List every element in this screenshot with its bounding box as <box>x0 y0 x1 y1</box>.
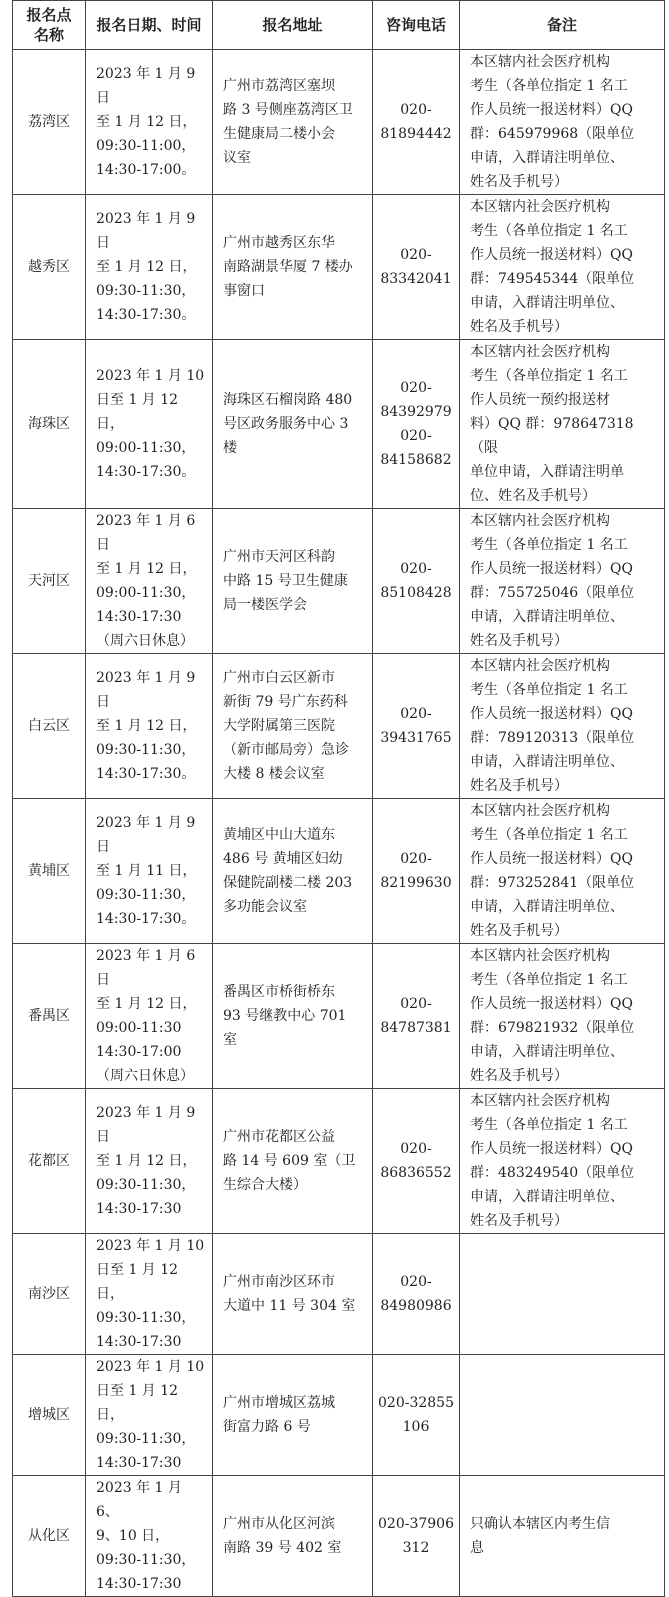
date-cell-text: 2023 年 1 月 6 日 至 1 月 12 日， 09:00-11:30， 14:30-17:30 （周六日休息） <box>96 513 197 649</box>
address-cell <box>213 509 373 654</box>
district-cell <box>13 509 86 654</box>
district-cell-text: 天河区 <box>28 573 70 589</box>
table-row <box>13 799 665 944</box>
date-cell-text: 2023 年 1 月 9 日 至 1 月 12 日， 09:30-11:30， 14:30-17:30 <box>96 1105 197 1217</box>
date-cell-text: 2023 年 1 月 9 日 至 1 月 12 日， 09:30-11:00， 14:30-17:00。 <box>96 66 197 178</box>
phone-cell-text: 020- 81894442 <box>380 102 452 142</box>
header-note: 备注 <box>460 1 665 50</box>
table-row <box>13 195 665 340</box>
district-cell <box>13 944 86 1089</box>
district-cell-text: 越秀区 <box>28 259 70 275</box>
address-cell-text: 广州市越秀区东华 南路湖景华厦 7 楼办 事窗口 <box>223 235 353 299</box>
phone-cell-text: 020- 84392979 020- 84158682 <box>380 380 452 468</box>
phone-cell <box>373 509 460 654</box>
date-cell-text: 2023 年 1 月 9 日 至 1 月 12 日， 09:30-11:30， 14:30-17:30。 <box>96 670 197 782</box>
date-cell <box>86 799 213 944</box>
date-cell <box>86 195 213 340</box>
district-cell-text: 海珠区 <box>28 416 70 432</box>
date-cell <box>86 1234 213 1355</box>
district-cell-text: 白云区 <box>28 718 70 734</box>
address-cell-text: 黄埔区中山大道东 486 号 黄埔区妇幼 保健院副楼二楼 203 多功能会议室 <box>223 827 353 915</box>
date-cell-text: 2023 年 1 月 10 日至 1 月 12 日， 09:00-11:30， 14:30-17:30。 <box>96 368 205 480</box>
address-cell-text: 广州市天河区科韵 中路 15 号卫生健康 局一楼医学会 <box>223 549 348 613</box>
phone-cell-text: 020- 84787381 <box>380 996 452 1036</box>
date-cell <box>86 1089 213 1234</box>
date-cell <box>86 340 213 509</box>
note-cell-text: 本区辖内社会医疗机构 考生（各单位指定 1 名工 作人员统一预约报送材 料）QQ 群：978647318（限 单位申请，入群请注明单 位、姓名及手机号） <box>470 344 634 504</box>
date-cell <box>86 50 213 195</box>
phone-cell <box>373 1234 460 1355</box>
address-cell <box>213 654 373 799</box>
note-cell <box>460 654 665 799</box>
address-cell <box>213 1234 373 1355</box>
phone-cell-text: 020- 86836552 <box>380 1141 452 1181</box>
table-row <box>13 1234 665 1355</box>
phone-cell-text: 020- 85108428 <box>380 561 452 601</box>
table-row <box>13 1089 665 1234</box>
address-cell <box>213 1089 373 1234</box>
phone-cell <box>373 340 460 509</box>
address-cell <box>213 195 373 340</box>
note-cell-text: 本区辖内社会医疗机构 考生（各单位指定 1 名工 作人员统一报送材料）QQ 群：973252841（限单位 申请，入群请注明单位、 姓名及手机号） <box>470 803 635 939</box>
header-date: 报名日期、时间 <box>86 1 213 50</box>
note-cell <box>460 799 665 944</box>
phone-cell <box>373 1476 460 1597</box>
address-cell <box>213 944 373 1089</box>
address-cell-text: 广州市增城区荔城 街富力路 6 号 <box>223 1395 335 1435</box>
date-cell <box>86 509 213 654</box>
district-cell <box>13 50 86 195</box>
date-cell-text: 2023 年 1 月 6 日 至 1 月 12 日， 09:00-11:30 14:30-17:00 （周六日休息） <box>96 948 197 1084</box>
date-cell-text: 2023 年 1 月 10 日至 1 月 12 日， 09:30-11:30， 14:30-17:30 <box>96 1359 205 1471</box>
date-cell <box>86 944 213 1089</box>
date-cell <box>86 1476 213 1597</box>
address-cell-text: 海珠区石榴岗路 480 号区政务服务中心 3 楼 <box>223 392 353 456</box>
district-cell <box>13 654 86 799</box>
note-cell <box>460 340 665 509</box>
note-cell-text: 本区辖内社会医疗机构 考生（各单位指定 1 名工 作人员统一报送材料）QQ 群：749545344（限单位 申请，入群请注明单位、 姓名及手机号） <box>470 199 635 335</box>
phone-cell-text: 020- 83342041 <box>380 247 452 287</box>
table-row <box>13 944 665 1089</box>
address-cell-text: 广州市花都区公益 路 14 号 609 室（卫 生综合大楼） <box>223 1129 356 1193</box>
phone-cell-text: 020- 82199630 <box>380 851 452 891</box>
phone-cell-text: 020- 84980986 <box>380 1274 452 1314</box>
date-cell-text: 2023 年 1 月 10 日至 1 月 12 日， 09:30-11:30， 14:30-17:30 <box>96 1238 205 1350</box>
date-cell-text: 2023 年 1 月 6、 9、10 日， 09:30-11:30， 14:30-17:30 <box>96 1480 196 1592</box>
header-district <box>13 1 86 50</box>
address-cell <box>213 1476 373 1597</box>
phone-cell <box>373 799 460 944</box>
note-cell-text: 本区辖内社会医疗机构 考生（各单位指定 1 名工 作人员统一报送材料）QQ 群：679821932（限单位 申请，入群请注明单位、 姓名及手机号） <box>470 948 635 1084</box>
address-cell <box>213 340 373 509</box>
note-cell <box>460 1355 665 1476</box>
table-row <box>13 509 665 654</box>
district-cell-text: 荔湾区 <box>28 114 70 130</box>
note-cell-text: 本区辖内社会医疗机构 考生（各单位指定 1 名工 作人员统一报送材料）QQ 群：483249540（限单位 申请，入群请注明单位、 姓名及手机号） <box>470 1093 635 1229</box>
table-row <box>13 1476 665 1597</box>
phone-cell-text: 020-37906 312 <box>378 1516 454 1556</box>
address-cell-text: 广州市南沙区环市 大道中 11 号 304 室 <box>223 1274 356 1314</box>
table-row <box>13 50 665 195</box>
header-phone: 咨询电话 <box>373 1 460 50</box>
note-cell <box>460 944 665 1089</box>
district-cell <box>13 340 86 509</box>
phone-cell <box>373 1089 460 1234</box>
phone-cell-text: 020- 39431765 <box>380 706 452 746</box>
district-cell-text: 南沙区 <box>28 1286 70 1302</box>
address-cell <box>213 799 373 944</box>
phone-cell-text: 020-32855 106 <box>378 1395 454 1435</box>
date-cell <box>86 1355 213 1476</box>
note-cell <box>460 509 665 654</box>
note-cell <box>460 50 665 195</box>
address-cell-text: 广州市荔湾区塞坝 路 3 号侧座荔湾区卫 生健康局二楼小会 议室 <box>223 78 353 166</box>
district-cell <box>13 1089 86 1234</box>
phone-cell <box>373 195 460 340</box>
district-cell-text: 番禺区 <box>28 1008 70 1024</box>
district-cell-text: 从化区 <box>28 1528 70 1544</box>
address-cell <box>213 1355 373 1476</box>
note-cell <box>460 195 665 340</box>
note-cell-text: 本区辖内社会医疗机构 考生（各单位指定 1 名工 作人员统一报送材料）QQ 群：789120313（限单位 申请，入群请注明单位、 姓名及手机号） <box>470 658 635 794</box>
address-cell <box>213 50 373 195</box>
district-cell-text: 黄埔区 <box>28 863 70 879</box>
address-cell-text: 广州市白云区新市 新街 79 号广东药科 大学附属第三医院 （新市邮局旁）急诊 大楼 8 楼会议室 <box>223 670 349 782</box>
date-cell-text: 2023 年 1 月 9 日 至 1 月 12 日， 09:30-11:30， 14:30-17:30。 <box>96 211 197 323</box>
registration-table <box>12 0 665 1597</box>
note-cell-text: 本区辖内社会医疗机构 考生（各单位指定 1 名工 作人员统一报送材料）QQ 群：755725046（限单位 申请，入群请注明单位、 姓名及手机号） <box>470 513 635 649</box>
district-cell-text: 增城区 <box>28 1407 70 1423</box>
note-cell <box>460 1234 665 1355</box>
date-cell-text: 2023 年 1 月 9 日 至 1 月 11 日， 09:30-11:30， 14:30-17:30。 <box>96 815 197 927</box>
header-district-label: 报名点 名称 <box>26 6 72 44</box>
phone-cell <box>373 944 460 1089</box>
district-cell <box>13 1355 86 1476</box>
phone-cell <box>373 50 460 195</box>
header-address: 报名地址 <box>213 1 373 50</box>
table-header-row <box>13 1 665 50</box>
district-cell <box>13 195 86 340</box>
district-cell <box>13 1476 86 1597</box>
note-cell-text: 本区辖内社会医疗机构 考生（各单位指定 1 名工 作人员统一报送材料）QQ 群：645979968（限单位 申请，入群请注明单位、 姓名及手机号） <box>470 54 635 190</box>
district-cell <box>13 799 86 944</box>
note-cell <box>460 1476 665 1597</box>
district-cell <box>13 1234 86 1355</box>
note-cell-text: 只确认本辖区内考生信 息 <box>470 1516 610 1556</box>
table-row <box>13 654 665 799</box>
address-cell-text: 广州市从化区河滨 南路 39 号 402 室 <box>223 1516 342 1556</box>
district-cell-text: 花都区 <box>28 1153 70 1169</box>
address-cell-text: 番禺区市桥街桥东 93 号继教中心 701 室 <box>223 984 347 1048</box>
note-cell <box>460 1089 665 1234</box>
table-row <box>13 340 665 509</box>
phone-cell <box>373 1355 460 1476</box>
date-cell <box>86 654 213 799</box>
table-row <box>13 1355 665 1476</box>
phone-cell <box>373 654 460 799</box>
